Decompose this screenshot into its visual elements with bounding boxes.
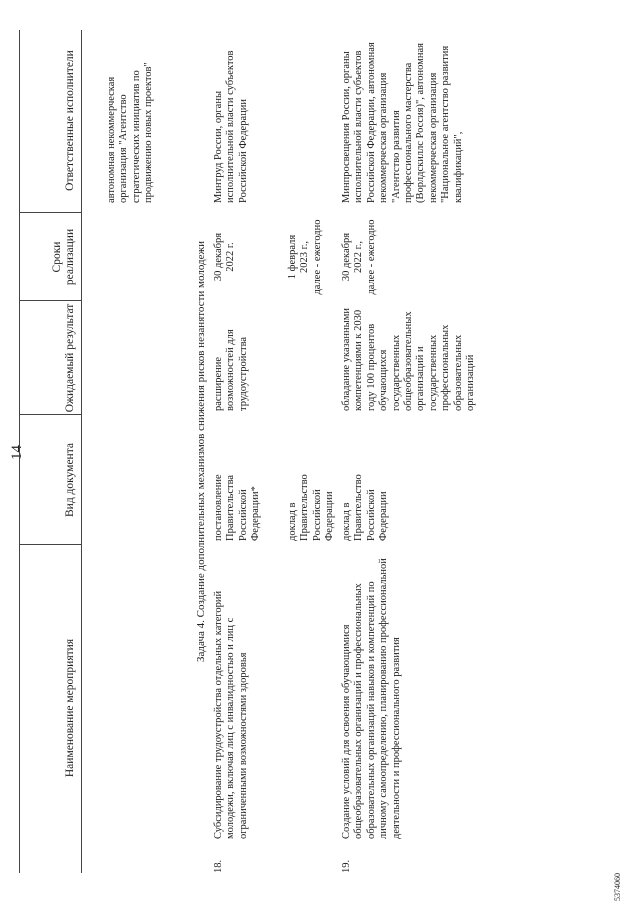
header-deadline: Сроки реализации <box>51 228 76 286</box>
col-divider-1 <box>19 544 81 545</box>
header-name: Наименование мероприятия <box>64 638 76 778</box>
row-18-number: 18. <box>213 859 224 873</box>
row-18-doc-2: доклад в Правительство Российской Федерации <box>287 474 336 541</box>
header-executors: Ответственные исполнители <box>64 50 76 191</box>
header-doc: Вид документа <box>64 443 76 517</box>
row-18-deadline-1: 30 декабря 2022 г. <box>213 232 237 282</box>
header-result: Ожидаемый результат <box>64 303 76 413</box>
row-18-doc-1: постановление Правительства Российской Федерации* <box>213 474 262 541</box>
row-19-number: 19. <box>341 859 352 873</box>
col-divider-4 <box>19 212 81 213</box>
col-divider-2 <box>19 414 81 415</box>
row-19-name: Создание условий для освоения обучающимися общеобразовательных организаций и профессиональных образовательных организаций навыков и компетенций по личному самоопределению, планированию профессиональной деятельности и профессионального развития <box>341 558 402 839</box>
row-18-executors: Минтруд России, органы исполнительной власти субъектов Российской Федерации <box>213 50 249 203</box>
table-top-border <box>19 30 20 873</box>
row-19-executors: Минпросвещения России, органы исполнительной власти субъектов Российской Федерации, автономная некоммерческая организация "Агентство развития профессионального мастерства (Ворлдскиллс Россия)", автономная некоммерческая организация "Национальное агентство развития квалификаций", <box>341 42 464 203</box>
header-bottom-border <box>81 30 82 873</box>
rotated-page <box>1 2 637 903</box>
page-number: 14 <box>9 445 25 460</box>
col-divider-3 <box>19 300 81 301</box>
row-18-name: Субсидирование трудоустройства отдельных категорий молодежи, включая лиц с инвалидностью и лиц с ограниченными возможностями здоровья <box>213 590 249 839</box>
row-19-doc: доклад в Правительство Российской Федерации <box>341 474 390 541</box>
section-title: Задача 4. Создание дополнительных механизмов снижения рисков незанятости молодежи <box>195 241 207 662</box>
row-18-deadline-2: 1 февраля 2023 г., далее - ежегодно <box>287 219 323 295</box>
row-19-deadline: 30 декабря 2022 г., далее - ежегодно <box>341 219 377 295</box>
row-18-result: расширение возможностей для трудоустройства <box>213 329 249 411</box>
row-19-result: обладание указанными компетенциями к 2030 году 100 процентов обучающихся государственных общеобразовательных организаций и государственных профессиональных образовательных организаций <box>341 308 477 411</box>
continuation-executors: автономная некоммерческая организация "Агентство стратегических инициатив по продвижению новых проектов" <box>106 62 155 203</box>
document-id: 5374060 <box>613 873 622 901</box>
